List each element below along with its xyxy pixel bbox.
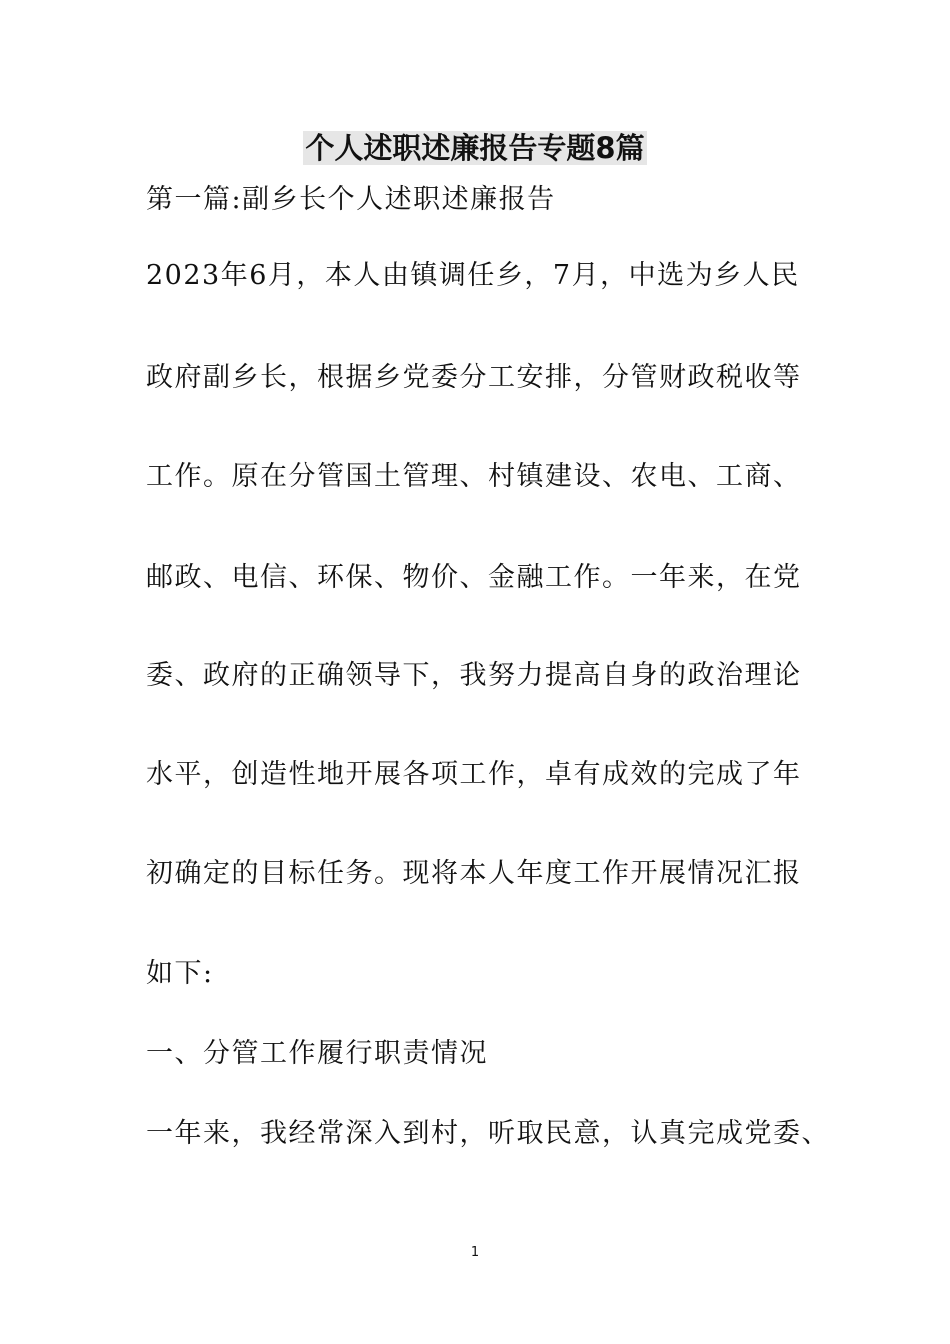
paragraph-line: 2023年6月，本人由镇调任乡，7月，中选为乡人民 xyxy=(146,260,800,291)
page-number: 1 xyxy=(470,1245,480,1260)
paragraph-line: 如下: xyxy=(146,958,214,989)
paragraph-line: 政府副乡长，根据乡党委分工安排，分管财政税收等 xyxy=(146,362,802,393)
subsection-heading: 一、分管工作履行职责情况 xyxy=(146,1038,488,1069)
paragraph-line: 委、政府的正确领导下，我努力提高自身的政治理论 xyxy=(146,660,802,691)
paragraph-line: 工作。原在分管国土管理、村镇建设、农电、工商、 xyxy=(146,461,802,492)
paragraph-line: 邮政、电信、环保、物价、金融工作。一年来，在党 xyxy=(146,562,802,593)
section-heading: 第一篇:副乡长个人述职述廉报告 xyxy=(146,184,556,215)
document-title xyxy=(0,128,950,168)
paragraph-line: 初确定的目标任务。现将本人年度工作开展情况汇报 xyxy=(146,858,802,889)
paragraph-line: 一年来，我经常深入到村，听取民意，认真完成党委、 xyxy=(146,1118,830,1149)
document-title-text: 个人述职述廉报告专题8篇 xyxy=(305,131,645,165)
paragraph-line: 水平，创造性地开展各项工作，卓有成效的完成了年 xyxy=(146,759,802,790)
